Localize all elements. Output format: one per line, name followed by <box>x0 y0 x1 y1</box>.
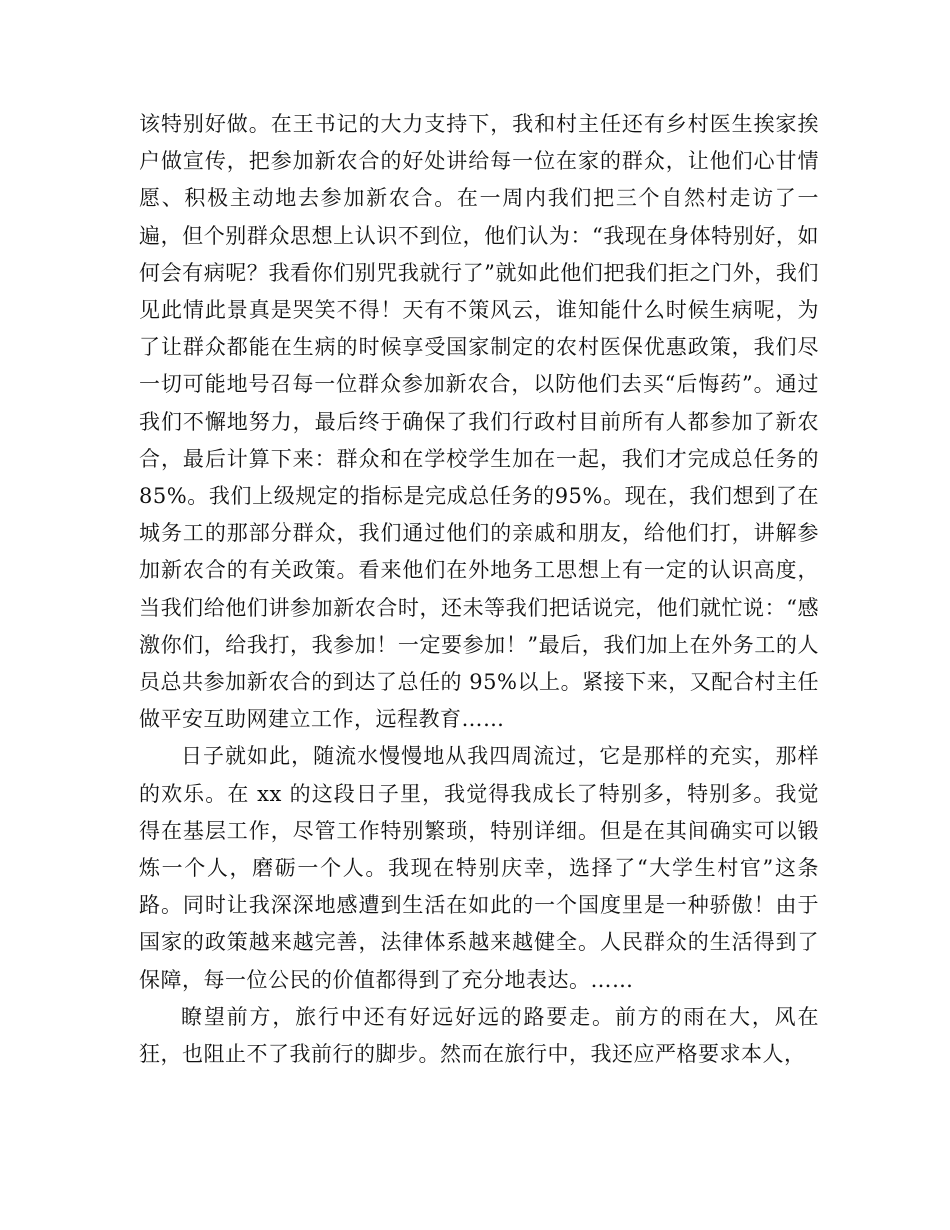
paragraph-2: 日子就如此，随流水慢慢地从我四周流过，它是那样的充实，那样的欢乐。在 xx 的这段日子里，我觉得我成长了特别多，特别多。我觉得在基层工作，尽管工作特别繁琐，特别详细。但是在其间确实可以锻炼一个人，磨砺一个人。我现在特别庆幸，选择了“大学生村官”这条路。同时让我深深地感遭到生活在如此的一个国度里是一种骄傲！由于国家的政策越来越完善，法律体系越来越健全。人民群众的生活得到了保障，每一位公民的价值都得到了充分地表达。…… <box>139 744 819 992</box>
paragraph-1: 该特别好做。在王书记的大力支持下，我和村主任还有乡村医生挨家挨户做宣传，把参加新农合的好处讲给每一位在家的群众，让他们心甘情愿、积极主动地去参加新农合。在一周内我们把三个自然村走访了一遍，但个别群众思想上认识不到位，他们认为：“我现在身体特别好，如何会有病呢？我看你们别咒我就行了”就如此他们把我们拒之门外，我们见此情此景真是哭笑不得！天有不策风云，谁知能什么时候生病呢，为了让群众都能在生病的时候享受国家制定的农村医保优惠政策，我们尽一切可能地号召每一位群众参加新农合，以防他们去买“后悔药”。通过我们不懈地努力，最后终于确保了我们行政村目前所有人都参加了新农合，最后计算下来：群众和在学校学生加在一起，我们才完成总任务的 85%。我们上级规定的指标是完成总任务的95%。现在，我们想到了在城务工的那部分群众，我们通过他们的亲戚和朋友，给他们打，讲解参加新农合的有关政策。看来他们在外地务工思想上有一定的认识高度，当我们给他们讲参加新农合时，还未等我们把话说完，他们就忙说：“感激你们，给我打，我参加！一定要参加！”最后，我们加上在外务工的人员总共参加新农合的到达了总任的 95%以上。紧接下来，又配合村主任做平安互助网建立工作，远程教育…… <box>139 112 819 732</box>
document-body <box>139 106 819 1073</box>
paragraph-3: 瞭望前方，旅行中还有好远好远的路要走。前方的雨在大，风在狂，也阻止不了我前行的脚步。然而在旅行中，我还应严格要求本人， <box>139 1004 819 1067</box>
